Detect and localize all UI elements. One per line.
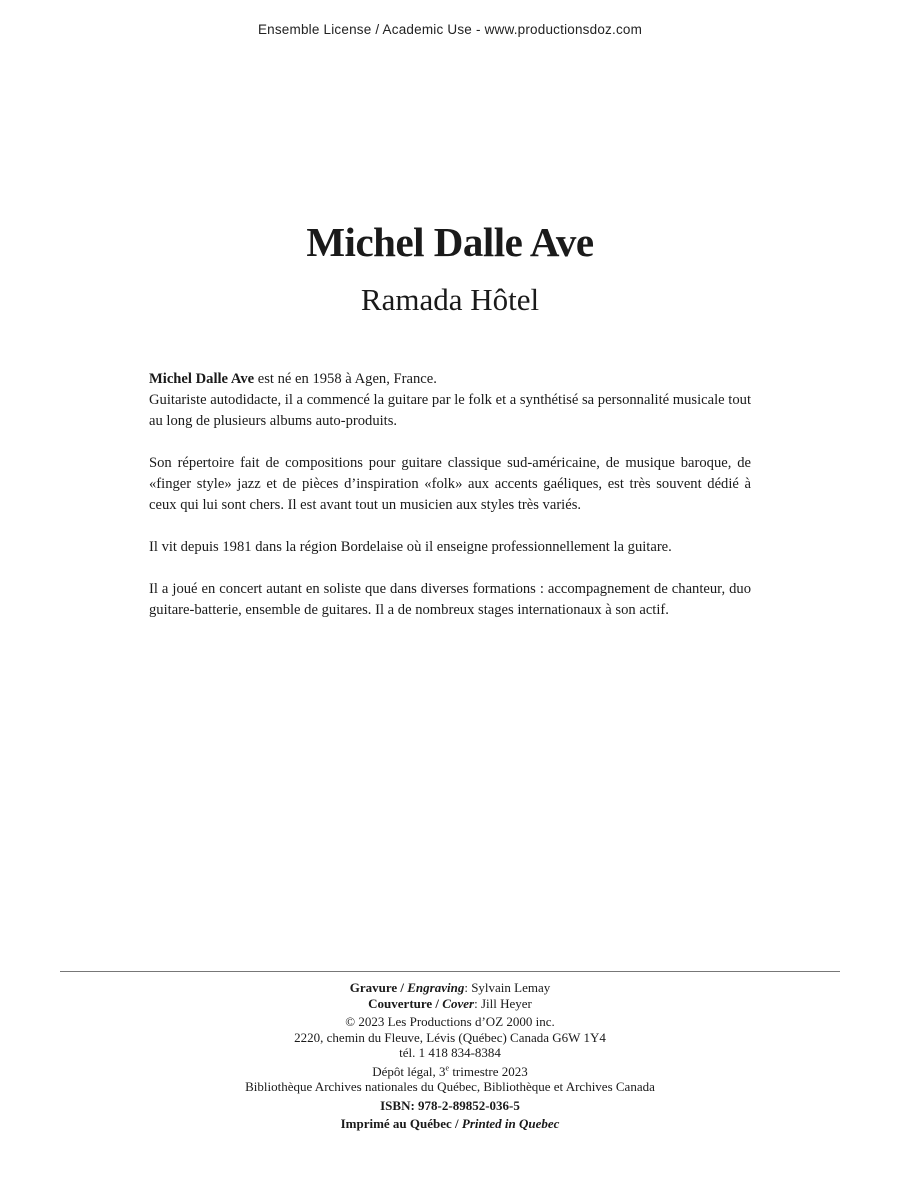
- legal-deposit: [0, 1064, 900, 1080]
- isbn-value: ISBN: 978-2-89852-036-5: [380, 1097, 520, 1113]
- copyright: © 2023 Les Productions d’OZ 2000 inc.: [345, 1014, 555, 1029]
- bio-self-taught-text: Guitariste autodidacte, il a commencé la guitare par le folk et a synthétisé sa personnalité musicale tout au long de plusieurs albums auto-produits.: [149, 392, 751, 429]
- engraving-value: : Sylvain Lemay: [464, 980, 551, 995]
- cover-value: : Jill Heyer: [474, 995, 532, 1011]
- credits-block: [0, 980, 900, 1132]
- bio-paragraph-3: Il vit depuis 1981 dans la région Bordelaise où il enseigne professionnellement la guitare.: [149, 539, 672, 555]
- printed-in-fr: Imprimé au Québec /: [340, 1116, 462, 1131]
- printed-in: [0, 1116, 900, 1132]
- libraries: Bibliothèque Archives nationales du Québec, Bibliothèque et Archives Canada: [245, 1079, 655, 1094]
- bio-birth-text: est né en 1958 à Agen, France.: [254, 371, 437, 387]
- legal-deposit-suffix: trimestre 2023: [449, 1063, 528, 1079]
- composer-name: Michel Dalle Ave: [306, 219, 594, 265]
- bio-composer-name: Michel Dalle Ave: [149, 371, 255, 387]
- biography: [149, 369, 751, 642]
- publisher-phone: tél. 1 418 834-8384: [399, 1045, 501, 1060]
- cover-credit: [0, 996, 900, 1012]
- engraving-credit: [0, 980, 900, 996]
- piece-title: Ramada Hôtel: [360, 282, 540, 317]
- cover-label-en: Cover: [442, 995, 475, 1011]
- bio-paragraph-4: Il a joué en concert autant en soliste que dans diverses formations : accompagnement de chanteur, duo guitare-batterie, ensemble de guitares. Il a de nombreux stages internationaux à son actif.: [149, 581, 751, 618]
- bio-paragraph-2: Son répertoire fait de compositions pour guitare classique sud-américaine, de musique baroque, de «finger style» jazz et de pièces d’inspiration «folk» aux accents gaéliques, est très souvent dédié à ceux qui lui sont chers. Il est avant tout un musicien aux styles très variés.: [149, 455, 751, 513]
- license-notice: Ensemble License / Academic Use - www.productionsdoz.com: [257, 22, 643, 37]
- printed-in-en: Printed in Quebec: [461, 1116, 560, 1131]
- cover-label-fr: Couverture /: [368, 995, 443, 1011]
- engraving-label-en: Engraving: [407, 980, 465, 995]
- footer-divider: [60, 971, 840, 972]
- engraving-label-fr: Gravure /: [349, 980, 408, 995]
- legal-deposit-sup: e: [445, 1063, 450, 1073]
- publisher-address: 2220, chemin du Fleuve, Lévis (Québec) Canada G6W 1Y4: [294, 1029, 606, 1045]
- bio-paragraph-1: [149, 369, 751, 432]
- legal-deposit-prefix: Dépôt légal, 3: [372, 1063, 446, 1079]
- isbn: [0, 1098, 900, 1114]
